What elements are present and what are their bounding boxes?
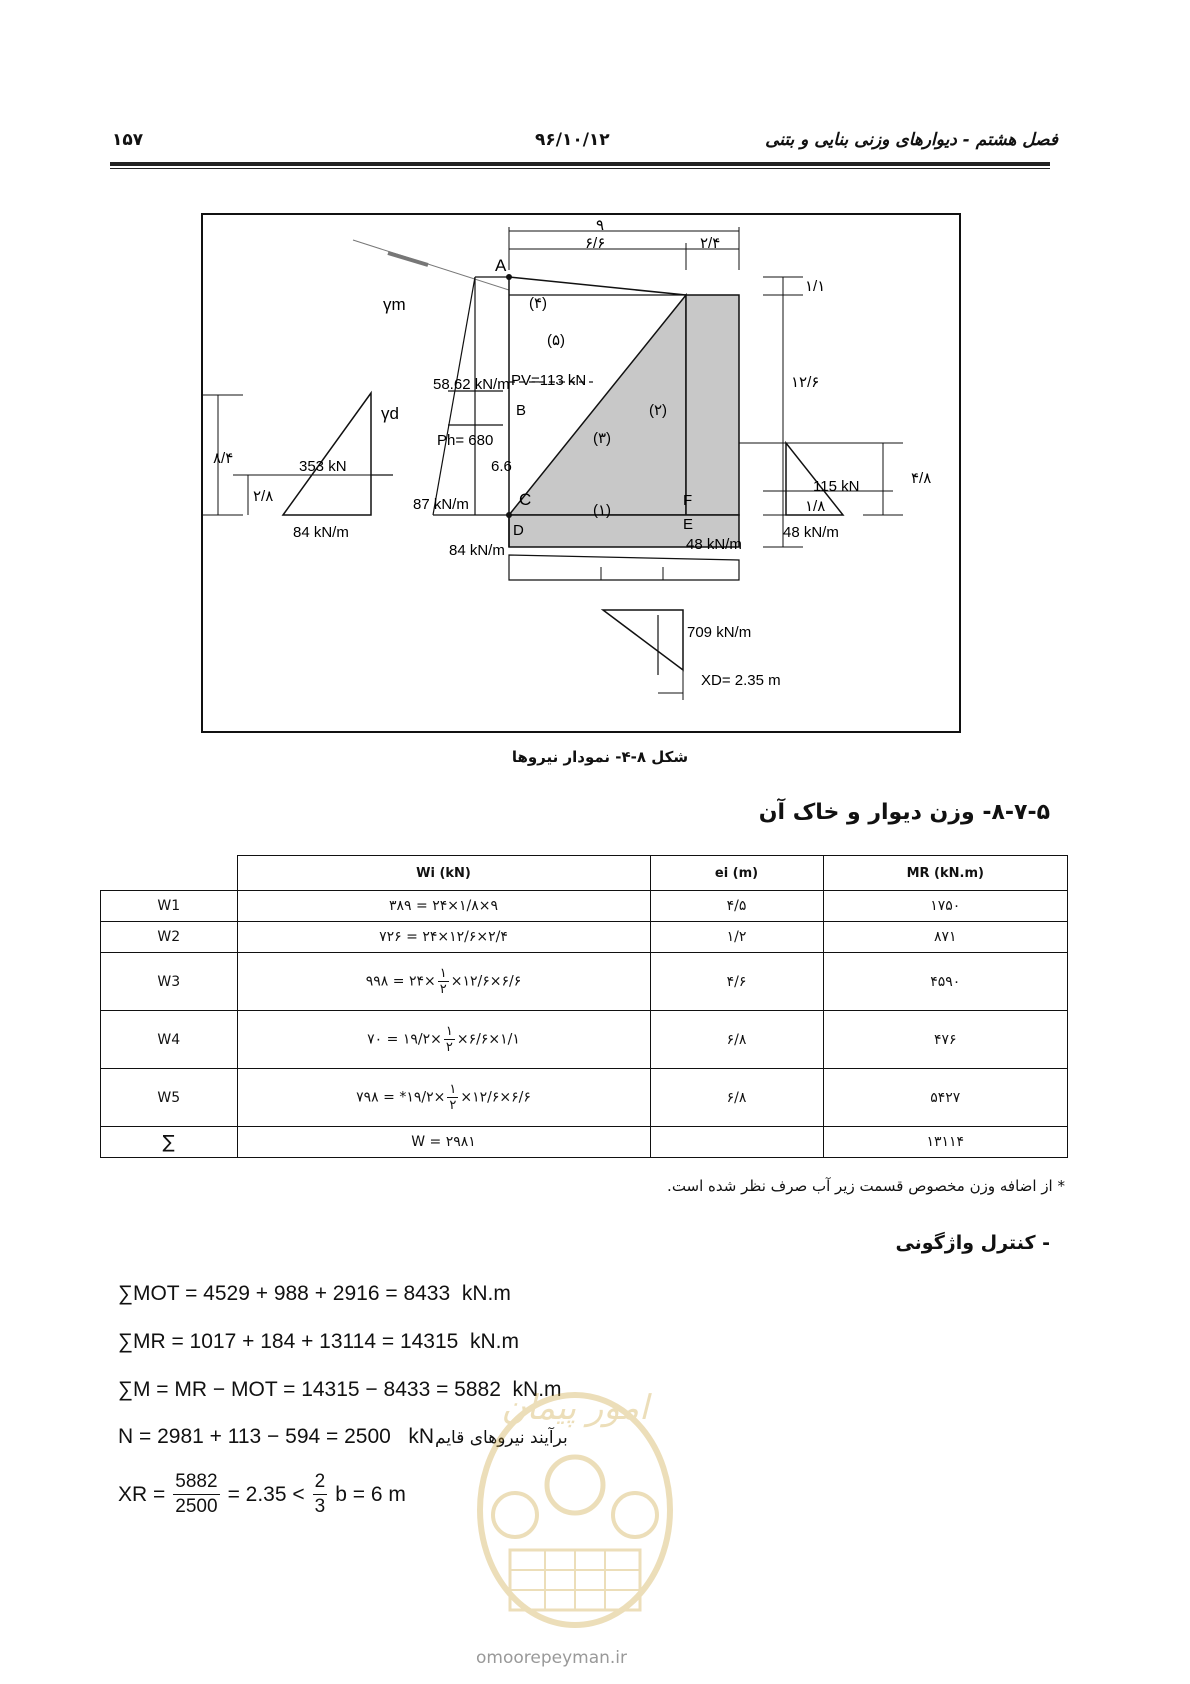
point-a: A (495, 256, 507, 275)
dim-b: ۲/۴ (700, 235, 721, 252)
point-e: E (683, 516, 694, 533)
dim-left-low: ۲/۸ (253, 488, 274, 505)
section-title: ۸-۷-۵- وزن دیوار و خاک آن (758, 800, 1050, 825)
load-84b: 84 kN/m (449, 542, 505, 559)
th-ei: ei (m) (650, 856, 823, 891)
table-sum-row: ∑ W = ۲۹۸۱ ۱۳۱۱۴ (101, 1127, 1068, 1158)
header-rule-thin (110, 168, 1050, 169)
page-date: ۹۶/۱۰/۱۲ (535, 130, 610, 150)
left-pressure-triangle (283, 393, 371, 515)
gamma-m: γm (383, 295, 406, 314)
zone-4-label: (۴) (529, 295, 548, 312)
height-66: 6.6 (491, 458, 512, 475)
load-48b: 48 kN/m (783, 524, 839, 541)
subheading: - کنترل واژگونی (895, 1232, 1050, 1254)
equation-1: ∑MOT = 4529 + 988 + 2916 = 8433 kN.m (118, 1282, 511, 1305)
page-number: ۱۵۷ (112, 130, 144, 150)
equation-4-note: برآیند نیروهای قایم (435, 1428, 568, 1448)
point-b: B (516, 402, 527, 419)
wall-zone-2 (686, 295, 739, 515)
table-row: W4 ×۱۹/۲ = ۷۰ $\frac{۱}{۲}$ ۱/۱×۶/۶× ۶/۸ ۴۷۶ (101, 1011, 1068, 1069)
watermark-site: omoorepeyman.ir (476, 1648, 628, 1668)
base-pressure-diagram (509, 555, 739, 580)
point-f: F (683, 492, 693, 509)
header-rule (110, 162, 1050, 166)
zone-1-label: (۱) (593, 502, 612, 519)
resultant-triangle (603, 610, 683, 670)
figure-caption: شکل ۸-۴- نمودار نیروها (511, 748, 689, 766)
table-row: W2 ۲/۴×۱۲/۶×۲۴ = ۷۲۶ ۱/۲ ۸۷۱ (101, 922, 1068, 953)
watermark-logo (470, 1380, 680, 1640)
table-row: W3 ×۲۴ = ۹۹۸ $\frac{۱}{۲}$ ۶/۶×۱۲/۶× ۴/۶ ۴۵۹۰ (101, 953, 1068, 1011)
backfill-hatch (388, 253, 428, 265)
dim-a: ۶/۶ (585, 235, 606, 252)
footnote: * از اضافه وزن مخصوص قسمت زیر آب صرف نظر شده است. (667, 1177, 1065, 1195)
load-48a: 48 kN/m (686, 536, 742, 553)
table-row: W1 ۹×۱/۸×۲۴ = ۳۸۹ ۴/۵ ۱۷۵۰ (101, 891, 1068, 922)
zone-5-label: (۵) (547, 332, 566, 349)
dim-total: ۹ (596, 217, 605, 234)
load-709: 709 kN/m (687, 624, 752, 641)
weights-table (100, 855, 1068, 1158)
dim-right: ۴/۸ (911, 470, 932, 487)
th-mr: MR (kN.m) (823, 856, 1068, 891)
equation-4: N = 2981 + 113 − 594 = 2500 kN (118, 1425, 435, 1448)
chapter-title: فصل هشتم - دیوارهای وزنی بنایی و بتنی (765, 130, 1058, 150)
load-115: 115 kN (813, 478, 860, 495)
zone-2-label: (۲) (649, 402, 668, 419)
gamma-d: γd (381, 404, 399, 423)
load-pv: PV=113 kN (511, 372, 587, 389)
force-diagram (201, 213, 961, 733)
point-c: C (519, 490, 532, 509)
load-84a: 84 kN/m (293, 524, 349, 541)
table-row: W5 ×۱۹/۲* = ۷۹۸ $\frac{۱}{۲}$ ۶/۶×۱۲/۶× ۶/۸ ۵۴۲۷ (101, 1069, 1068, 1127)
watermark-text: امور پیمان (501, 1388, 649, 1428)
load-87: 87 kN/m (413, 496, 469, 513)
load-353: 353 kN (299, 458, 347, 475)
dim-bottom: ۱/۸ (805, 498, 826, 515)
load-ph: Ph= 680 (437, 432, 494, 449)
th-wi: Wi (kN) (237, 856, 650, 891)
xd-label: XD= 2.35 m (701, 672, 781, 689)
dim-left-total: ۸/۴ (213, 450, 234, 467)
equation-3: ∑M = MR − MOT = 14315 − 8433 = 5882 kN.m (118, 1378, 562, 1401)
point-d: D (513, 522, 524, 539)
load-58: 58.62 kN/m (433, 376, 510, 393)
equation-5: XR = $\frac{5882}{2500}$ = 2.35 < $\frac{2}{3}$ b = 6 m (118, 1471, 406, 1517)
backfill-slope-line (353, 240, 509, 290)
equation-2: ∑MR = 1017 + 184 + 13114 = 14315 kN.m (118, 1330, 520, 1353)
dim-top: ۱/۱ (805, 278, 826, 295)
dim-height: ۱۲/۶ (791, 374, 820, 391)
zone-3-label: (۳) (593, 430, 612, 447)
